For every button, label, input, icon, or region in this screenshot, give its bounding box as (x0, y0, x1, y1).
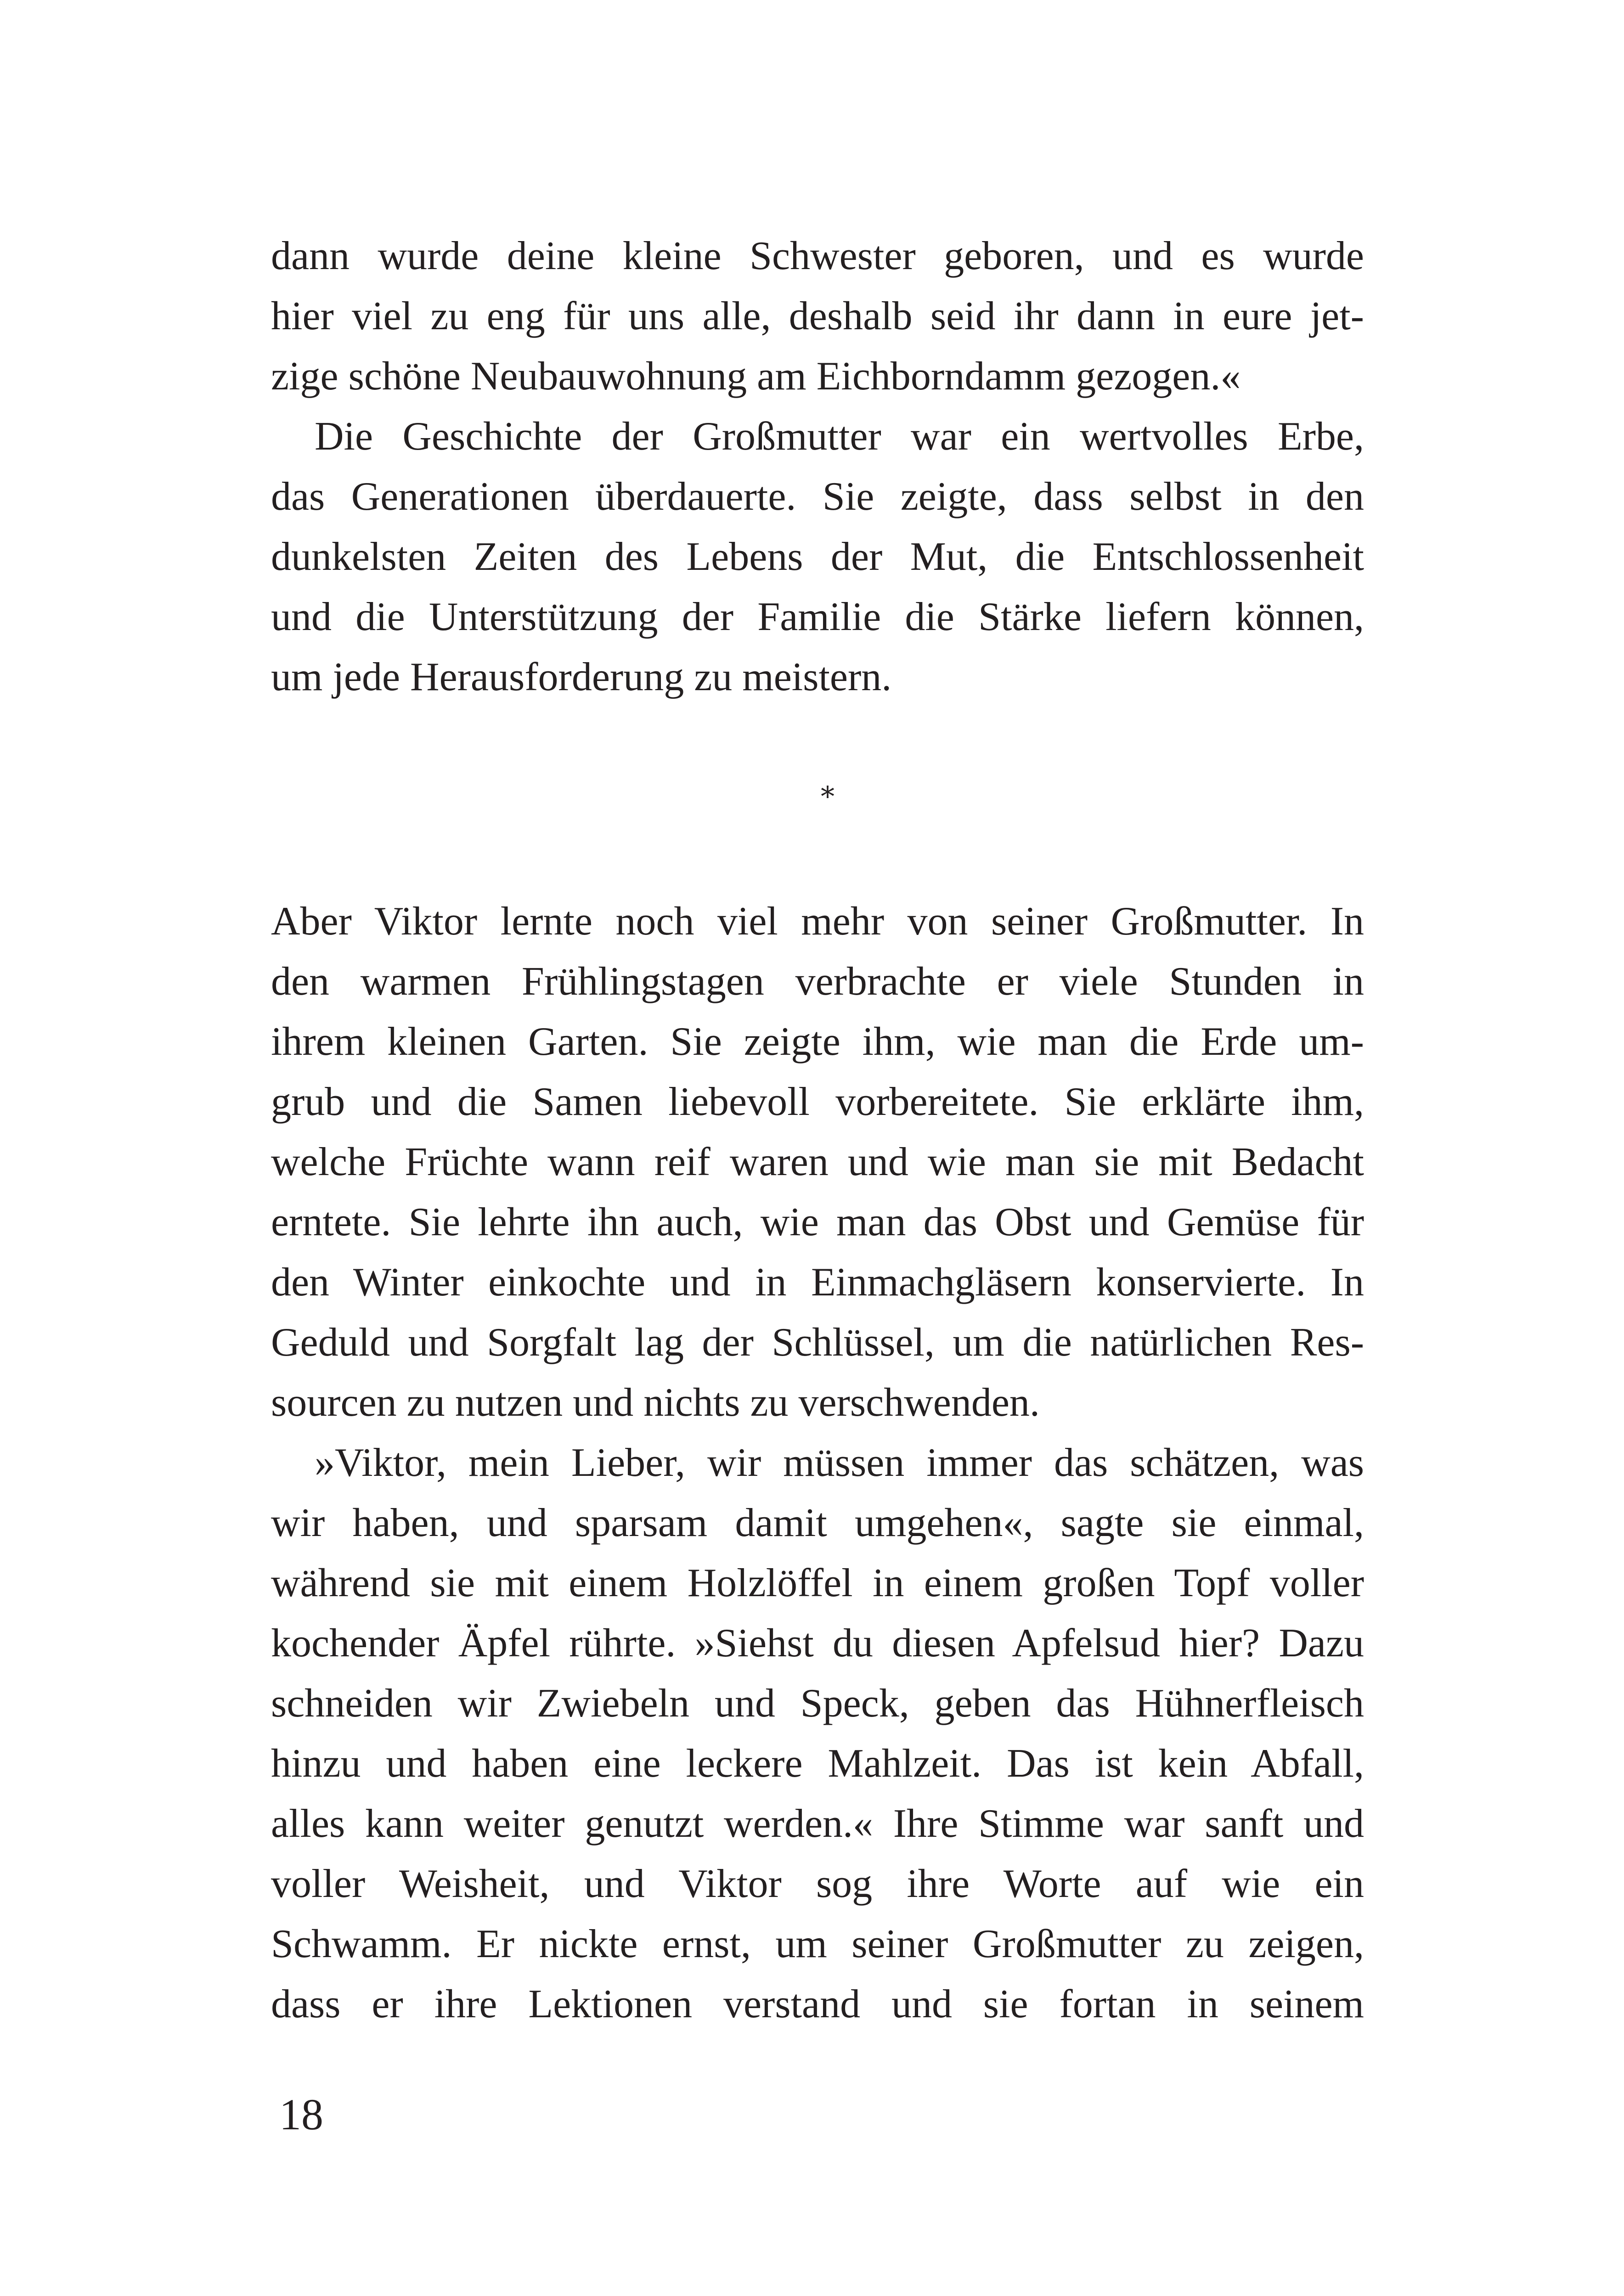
text-line: wir haben, und sparsam damit umgehen«, sagte sie einmal, (271, 1501, 1364, 1545)
text-line: dass er ihre Lektionen verstand und sie fortan in seinem (271, 1982, 1364, 2026)
text-line: sourcen zu nutzen und nichts zu verschwenden. (271, 1380, 1040, 1425)
text-line: grub und die Samen liebevoll vorbereitete. Sie erklärte ihm, (271, 1080, 1364, 1124)
text-line: hier viel zu eng für uns alle, deshalb seid ihr dann in eure jet- (271, 294, 1364, 338)
text-line: Aber Viktor lernte noch viel mehr von seiner Großmutter. In (271, 899, 1364, 944)
text-line: »Viktor, mein Lieber, wir müssen immer das schätzen, was (315, 1441, 1364, 1485)
page-number: 18 (279, 2090, 323, 2139)
text-line: den Winter einkochte und in Einmachgläsern konservierte. In (271, 1260, 1364, 1305)
paragraph-block-top (271, 226, 1364, 707)
text-line: dann wurde deine kleine Schwester geboren, und es wurde (271, 234, 1364, 278)
text-line: voller Weisheit, und Viktor sog ihre Worte auf wie ein (271, 1862, 1364, 1906)
text-line: kochender Äpfel rührte. »Siehst du diesen Apfelsud hier? Dazu (271, 1621, 1364, 1666)
text-line: Schwamm. Er nickte ernst, um seiner Großmutter zu zeigen, (271, 1922, 1364, 1966)
text-line: und die Unterstützung der Familie die Stärke liefern können, (271, 595, 1364, 639)
text-line: erntete. Sie lehrte ihn auch, wie man das Obst und Gemüse für (271, 1200, 1364, 1244)
text-line: zige schöne Neubauwohnung am Eichborndamm gezogen.« (271, 354, 1241, 399)
text-line: hinzu und haben eine leckere Mahlzeit. Das ist kein Abfall, (271, 1741, 1364, 1786)
text-line: während sie mit einem Holzlöffel in einem großen Topf voller (271, 1561, 1364, 1605)
text-line: welche Früchte wann reif waren und wie man sie mit Bedacht (271, 1140, 1364, 1184)
text-line: dunkelsten Zeiten des Lebens der Mut, die Entschlossenheit (271, 535, 1364, 579)
text-line: Die Geschichte der Großmutter war ein wertvolles Erbe, (315, 414, 1364, 459)
text-line: das Generationen überdauerte. Sie zeigte, dass selbst in den (271, 474, 1364, 519)
text-line: um jede Herausforderung zu meistern. (271, 655, 892, 699)
text-line: schneiden wir Zwiebeln und Speck, geben das Hühnerfleisch (271, 1681, 1364, 1726)
text-line: alles kann weiter genutzt werden.« Ihre Stimme war sanft und (271, 1801, 1364, 1846)
section-separator: * (821, 781, 835, 813)
text-line: den warmen Frühlingstagen verbrachte er viele Stunden in (271, 959, 1364, 1004)
text-line: ihrem kleinen Garten. Sie zeigte ihm, wie man die Erde um- (271, 1019, 1364, 1064)
paragraph-block-bottom (271, 891, 1364, 2034)
text-line: Geduld und Sorgfalt lag der Schlüssel, um die natürlichen Res- (271, 1320, 1364, 1365)
